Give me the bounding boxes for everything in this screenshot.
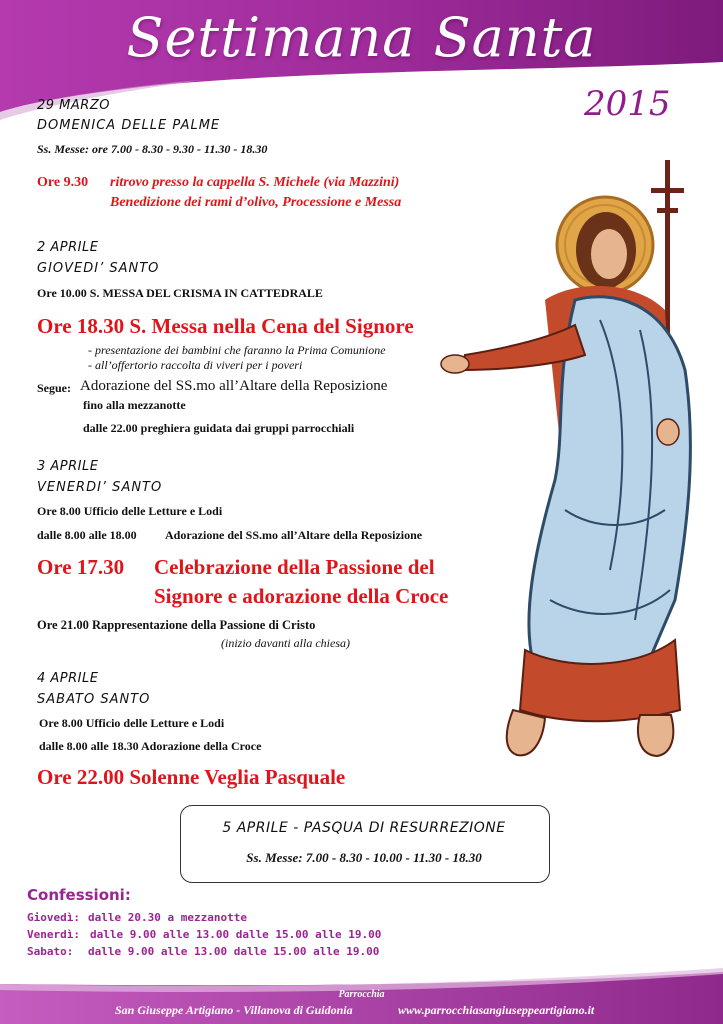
confessioni-day-giovedi: Giovedì: [27,911,80,924]
confessioni-day-venerdi: Venerdì: [27,928,80,941]
confessioni-title: Confessioni: [27,886,131,904]
venerdi-adorazione-time: dalle 8.00 alle 18.00 [37,528,137,542]
giovedi-preghiera: dalle 22.00 preghiera guidata dai gruppi parrocchiali [83,421,355,435]
confessioni-hours-giovedi: dalle 20.30 a mezzanotte [88,911,247,924]
giovedi-date: 2 APRILE [37,240,99,255]
palme-date: 29 MARZO [37,98,110,113]
giovedi-segue-label: Segue: [37,381,71,395]
venerdi-main-time: Ore 17.30 [37,555,125,579]
year-label: 2015 [584,84,671,124]
pasqua-title: 5 APRILE - PASQUA DI RESURREZIONE [222,820,506,836]
sabato-name: SABATO SANTO [37,692,151,707]
giovedi-main: Ore 18.30 S. Messa nella Cena del Signore [37,314,414,338]
sabato-veglia: Ore 22.00 Solenne Veglia Pasquale [37,765,346,789]
sabato-adorazione: dalle 8.00 alle 18.30 Adorazione della Croce [39,739,262,753]
venerdi-main-line1: Celebrazione della Passione del [154,555,435,579]
pasqua-box [180,805,550,883]
pasqua-messe: Ss. Messe: 7.00 - 8.30 - 10.00 - 11.30 - 18.30 [246,850,482,865]
palme-event-line2: Benedizione dei rami d’olivo, Processione e Messa [110,195,402,210]
venerdi-adorazione-text: Adorazione del SS.mo all’Altare della Reposizione [165,528,423,542]
palme-event-line1: ritrovo presso la cappella S. Michele (via Mazzini) [110,175,400,190]
giovedi-segue-until: fino alla mezzanotte [83,398,186,412]
confessioni-hours-sabato: dalle 9.00 alle 13.00 dalle 15.00 alle 19.00 [88,945,380,958]
footer-parish: San Giuseppe Artigiano - Villanova di Guidonia [115,1003,353,1017]
giovedi-crisma: Ore 10.00 S. MESSA DEL CRISMA IN CATTEDRALE [37,286,323,300]
palme-event-time: Ore 9.30 [37,175,89,190]
venerdi-main-line2: Signore e adorazione della Croce [154,584,449,608]
page-title: Settimana Santa [126,6,597,69]
footer-website[interactable]: www.parrocchiasangiuseppeartigiano.it [398,1003,595,1017]
venerdi-date: 3 APRILE [37,459,99,474]
giovedi-note1: - presentazione dei bambini che faranno la Prima Comunione [88,343,386,357]
footer-label: Parrocchia [338,989,385,1000]
palme-messe: Ss. Messe: ore 7.00 - 8.30 - 9.30 - 11.30 - 18.30 [37,142,268,156]
palme-name: DOMENICA DELLE PALME [37,118,221,133]
venerdi-rappresentazione-note: (inizio davanti alla chiesa) [221,636,350,650]
giovedi-segue-text: Adorazione del SS.mo all’Altare della Reposizione [80,378,388,394]
christ-figure-illustration [425,150,715,770]
giovedi-note2: - all’offertorio raccolta di viveri per i poveri [88,358,303,372]
venerdi-name: VENERDI’ SANTO [37,480,163,495]
sabato-ufficio: Ore 8.00 Ufficio delle Letture e Lodi [39,716,225,730]
sabato-date: 4 APRILE [37,671,99,686]
confessioni-hours-venerdi: dalle 9.00 alle 13.00 dalle 15.00 alle 19.00 [90,928,382,941]
venerdi-rappresentazione: Ore 21.00 Rappresentazione della Passione di Cristo [37,618,316,632]
venerdi-ufficio: Ore 8.00 Ufficio delle Letture e Lodi [37,504,223,518]
confessioni-day-sabato: Sabato: [27,945,74,958]
giovedi-name: GIOVEDI’ SANTO [37,261,160,276]
